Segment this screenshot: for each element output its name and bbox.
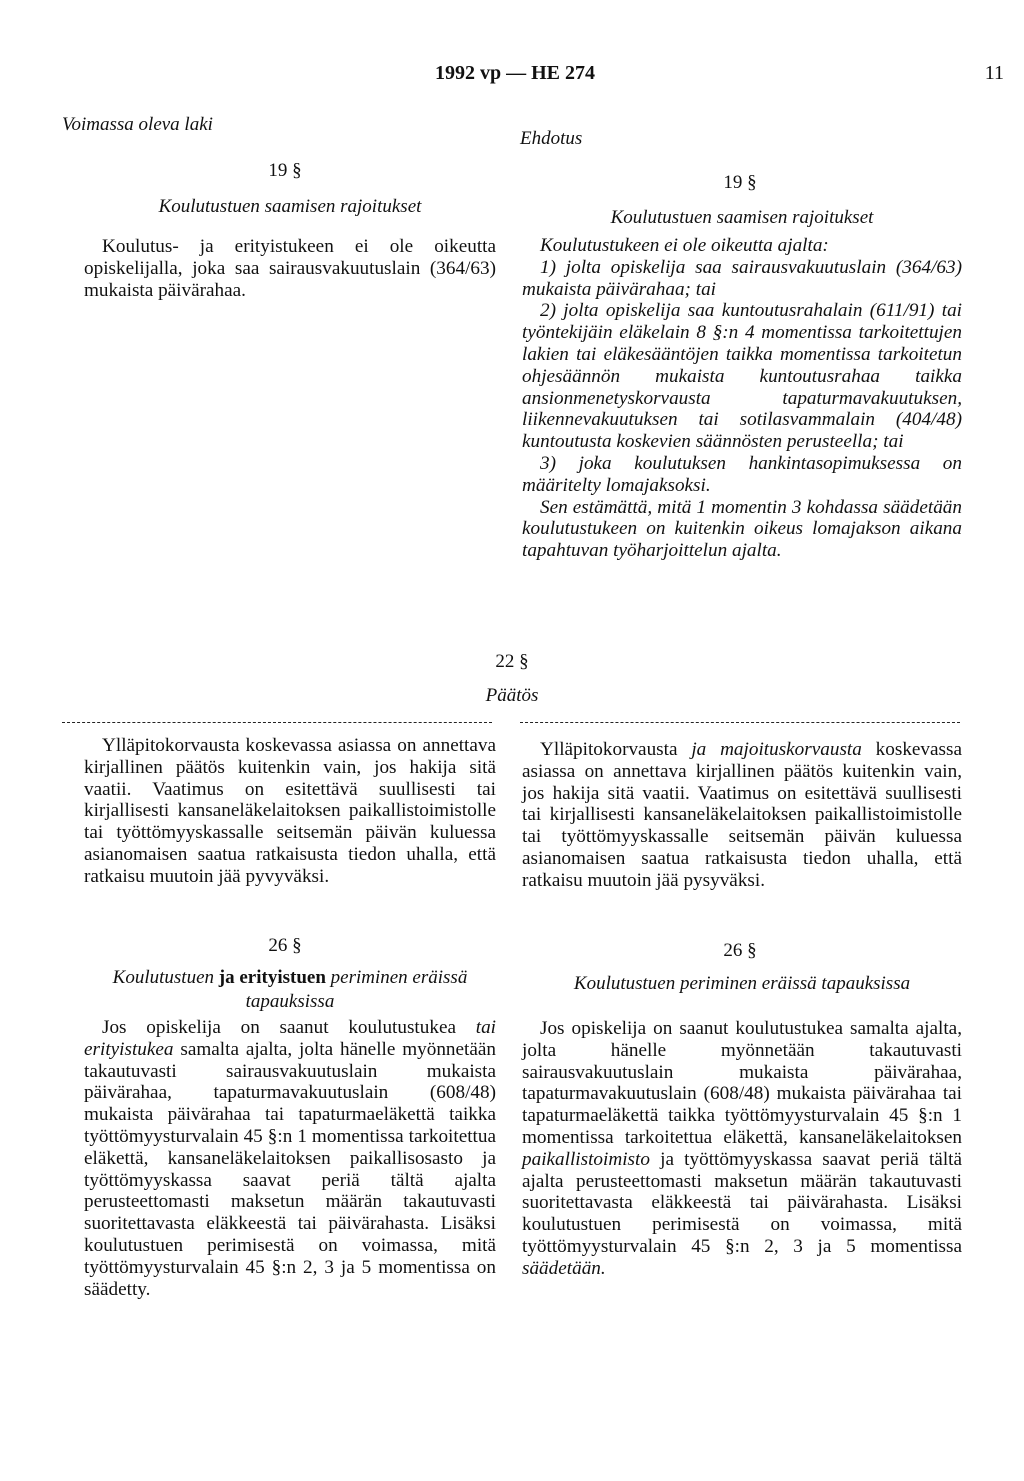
page-number: 11 xyxy=(984,62,1004,84)
right-section-22-text-part-1: Ylläpitokorvausta xyxy=(540,739,678,760)
right-section-19-body xyxy=(522,235,962,562)
page-header xyxy=(0,62,1024,88)
left-section-26-title-part-2: ja xyxy=(218,967,235,988)
document-reference: 1992 vp — HE 274 xyxy=(434,62,596,84)
right-omission-divider xyxy=(520,722,960,723)
right-section-19-item-3: 3) joka koulutuksen hankintasopimuksessa on määritelty lomajaksoksi. xyxy=(522,452,962,496)
right-section-26-text-part-1: Jos opiskelija on saanut koulutustukea samalta ajalta, jolta hänelle myönnetään takautuvasti sairausvakuutuslain mukaista päivärahaa, tapaturmavakuutuslain (608/48) mukaista päivärahaa tai tapaturmaeläkettä taikka työttömyysturvalain 45 §:n 1 momentissa tarkoitettua eläkettä, kansaneläkelaitoksen xyxy=(522,1018,962,1148)
right-section-26-text-part-2: ja työttömyyskassa saavat periä tältä ajalta perusteettomasti maksetun määrän takautuvasti suoritettavasta eläkkeestä tai päivärahasta. Lisäksi koulutustuen perimisestä on voimassa, mitä työttömyysturvalain 45 §:n 2, 3 ja 5 momentissa xyxy=(522,1148,963,1257)
center-section-22-title: Päätös xyxy=(485,685,539,706)
left-section-26-text-part-1: Jos opiskelija on saanut koulutustukea xyxy=(102,1017,456,1038)
left-section-26-text-emphasis: tai erityistukea xyxy=(84,1017,496,1060)
left-section-26-number: 26 § xyxy=(268,935,302,956)
left-section-26-title-part-3: erityistuen xyxy=(239,967,326,988)
right-section-26-title: Koulutustuen periminen eräissä tapauksissa xyxy=(573,973,911,994)
right-section-26-text-emphasis-2: säädetään. xyxy=(522,1257,606,1279)
right-section-26-text-emphasis-1: paikallistoimisto xyxy=(522,1148,650,1170)
right-section-19-item-1: 1) jolta opiskelija saa sairausvakuutuslain (364/63) mukaista päivärahaa; tai xyxy=(522,256,962,300)
right-section-22-text-emphasis: ja majoituskorvausta xyxy=(691,739,862,760)
right-section-26-text xyxy=(522,1018,962,1280)
left-section-26-title xyxy=(84,966,496,1014)
left-section-19-text: Koulutus- ja erityistukeen ei ole oikeutta opiskelijalla, joka saa sairausvakuutuslain (364/63) mukaista päivärahaa. xyxy=(84,236,496,301)
right-section-22-text-part-2: koskevassa asiassa on annettava kirjallinen päätös kuitenkin vain, jos hakija sitä vaatii. Vaatimus on esitettävä suullisesti tai kirjallisesti kansaneläkelaitoksen paikallistoimistolle tai työttömyyskassalle seitsemän päivän kuluessa asianomaisen saatua ratkaisusta tiedon uhalla, että ratkaisu muutoin jää pysyväksi. xyxy=(522,739,962,891)
left-section-19-number: 19 § xyxy=(268,160,302,181)
left-column-heading: Voimassa oleva laki xyxy=(62,114,213,135)
center-section-22-number: 22 § xyxy=(495,651,529,672)
right-section-19-title: Koulutustuen saamisen rajoitukset xyxy=(610,207,874,228)
left-section-26-text-part-2: samalta ajalta, jolta hänelle myönnetään takautuvasti sairausvakuutuslain mukaista päivärahaa, tapaturmavakuutuslain (608/48) mukaista päivärahaa tai tapaturmaeläkettä taikka työttömyysturvalain 45 §:n 1 momentissa tarkoitettua eläkettä, kansaneläkelaitoksen paikallisosasto ja työttömyyskassa saavat periä tältä ajalta perusteettomasti maksetun määrän takautuvasti suoritettavasta eläkkeestä tai päivärahasta. Lisäksi koulutustuen perimisestä on voimassa, mitä työttömyysturvalain 45 §:n 2, 3 ja 5 momentissa on säädetty. xyxy=(84,1038,497,1300)
left-section-26-text xyxy=(84,1017,496,1300)
right-section-26-number: 26 § xyxy=(723,940,757,961)
right-section-19-number: 19 § xyxy=(723,172,757,193)
right-section-19-item-2: 2) jolta opiskelija saa kuntoutusrahalain (611/91) tai työntekijäin eläkelain 8 §:n 4 momentissa tarkoitettujen lakien tai eläkesääntöjen taikka momentissa tarkoitetun ohjesäännön mukaista kuntoutusrahaa taikka ansionmenetyskorvausta tapaturmavakuutuksen, liikennevakuutuksen tai sotilasvammalain (404/48) kuntoutusta koskevien säännösten perusteella; tai xyxy=(522,300,962,453)
left-section-22-text: Ylläpitokorvausta koskevassa asiassa on annettava kirjallinen päätös kuitenkin vain, jos hakija sitä vaatii. Vaatimus on esitettävä suullisesti tai kirjallisesti kansaneläkelaitoksen paikallistoimistolle tai työttömyyskassalle seitsemän päivän kuluessa asianomaisen saatua ratkaisusta tiedon uhalla, että ratkaisu muutoin jää pyvyväksi. xyxy=(84,735,496,887)
left-omission-divider xyxy=(62,722,492,723)
right-section-19-closing: Sen estämättä, mitä 1 momentin 3 kohdassa säädetään koulutustukeen on kuitenkin oikeus lomajakson aikana tapahtuvan työharjoittelun ajalta. xyxy=(522,496,962,562)
right-section-19-intro: Koulutustukeen ei ole oikeutta ajalta: xyxy=(540,235,829,256)
right-section-22-text xyxy=(522,739,962,892)
left-section-26-title-part-1: Koulutustuen xyxy=(112,967,215,988)
left-section-26-title-part-4: periminen eräissä tapauksissa xyxy=(245,967,468,1012)
right-column-heading: Ehdotus xyxy=(520,128,583,149)
left-section-19-title: Koulutustuen saamisen rajoitukset xyxy=(158,196,422,217)
